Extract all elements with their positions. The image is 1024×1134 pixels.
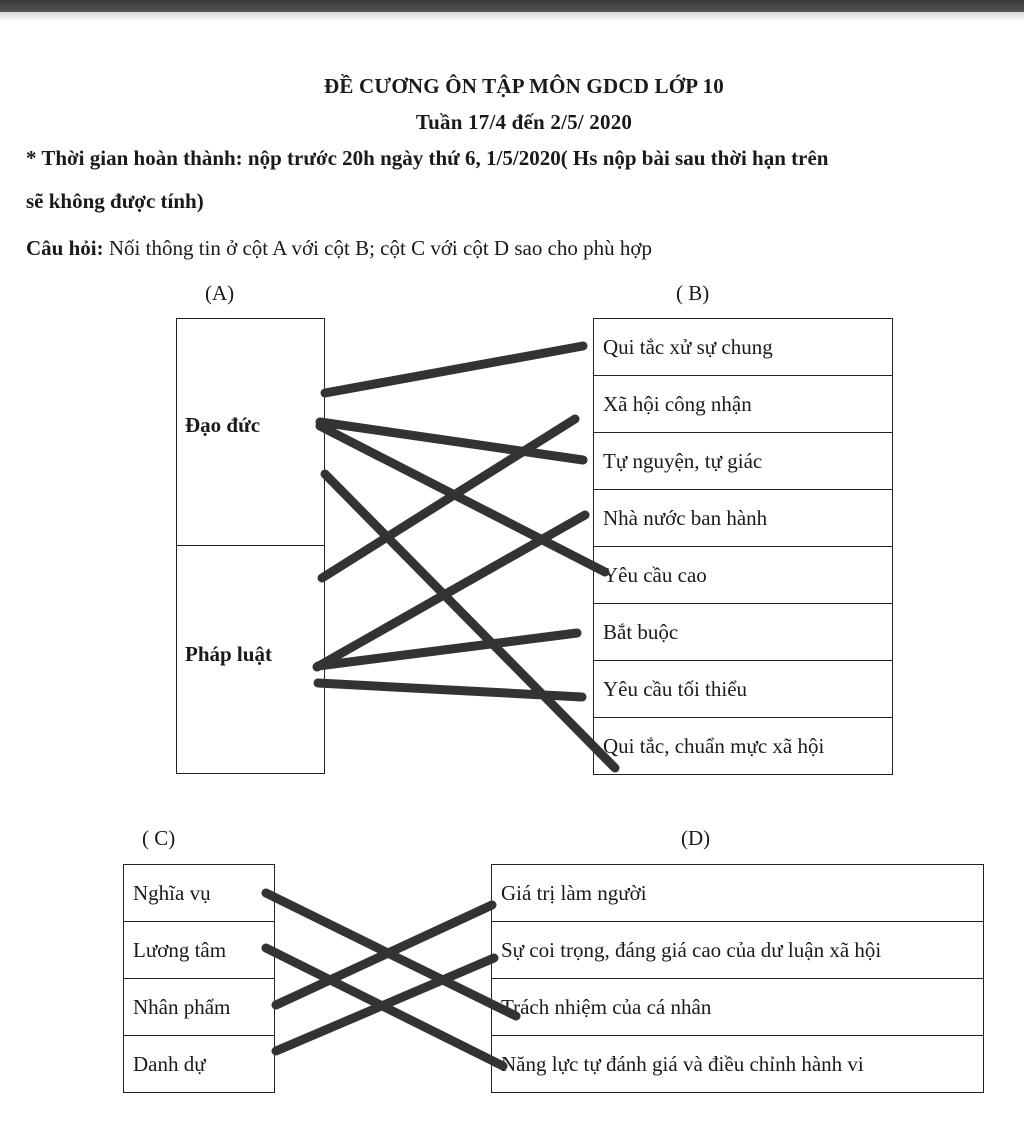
column-b-item: Qui tắc, chuẩn mực xã hội [593, 717, 893, 775]
column-c-label: ( C) [142, 826, 176, 850]
column-b-item: Qui tắc xử sự chung [593, 318, 893, 376]
top-bar [0, 0, 1024, 12]
deadline-line-2: sẽ không được tính) [26, 189, 204, 213]
line-phap-luat-nha-nuoc-ban-hanh [317, 515, 585, 667]
line-danh-du-su-coi-trong [276, 958, 494, 1051]
column-b-item: Xã hội công nhận [593, 375, 893, 433]
deadline-line-1: * Thời gian hoàn thành: nộp trước 20h ngày thứ 6, 1/5/2020( Hs nộp bài sau thời hạn trên [26, 146, 829, 170]
column-b-item: Bắt buộc [593, 603, 893, 661]
column-c-item: Danh dự [123, 1035, 275, 1093]
column-d-item: Năng lực tự đánh giá và điều chỉnh hành vi [491, 1035, 984, 1093]
line-phap-luat-bat-buoc [318, 633, 577, 666]
column-b-item: Yêu cầu tối thiểu [593, 660, 893, 718]
document-title: ĐỀ CƯƠNG ÔN TẬP MÔN GDCD LỚP 10 [324, 74, 724, 98]
column-c-item: Lương tâm [123, 921, 275, 979]
column-d-item: Trách nhiệm của cá nhân [491, 978, 984, 1036]
column-a-item: Pháp luật [185, 642, 272, 666]
column-d-item: Sự coi trọng, đáng giá cao của dư luận xã hội [491, 921, 984, 979]
column-c-item: Nghĩa vụ [123, 864, 275, 922]
column-a-label: (A) [205, 281, 235, 305]
column-d-item: Giá trị làm người [491, 864, 984, 922]
question [26, 236, 652, 261]
column-d-label: (D) [681, 826, 711, 850]
line-dao-duc-qui-tac-chuan-muc [325, 474, 615, 768]
line-nhan-pham-gia-tri [276, 905, 492, 1005]
top-bar-shadow [0, 12, 1024, 22]
question-text: Nối thông tin ở cột A với cột B; cột C với cột D sao cho phù hợp [103, 236, 652, 260]
line-dao-duc-tu-nguyen [320, 422, 583, 460]
line-dao-duc-xa-hoi-cong-nhan [322, 419, 575, 578]
column-a-item: Đạo đức [185, 413, 261, 437]
line-phap-luat-yeu-cau-toi-thieu [318, 683, 582, 697]
question-label: Câu hỏi: [26, 236, 104, 260]
line-nghia-vu-trach-nhiem [266, 893, 516, 1016]
line-dao-duc-yeu-cau-cao [320, 426, 605, 572]
document-subtitle: Tuần 17/4 đến 2/5/ 2020 [415, 110, 633, 134]
column-b-item: Yêu cầu cao [593, 546, 893, 604]
column-c-item: Nhân phẩm [123, 978, 275, 1036]
column-b-item: Tự nguyện, tự giác [593, 432, 893, 490]
column-b-item: Nhà nước ban hành [593, 489, 893, 547]
column-b-label: ( B) [676, 281, 710, 305]
line-luong-tam-nang-luc [266, 948, 503, 1066]
line-phap-luat-qui-tac-xu-su-chung [325, 346, 583, 393]
